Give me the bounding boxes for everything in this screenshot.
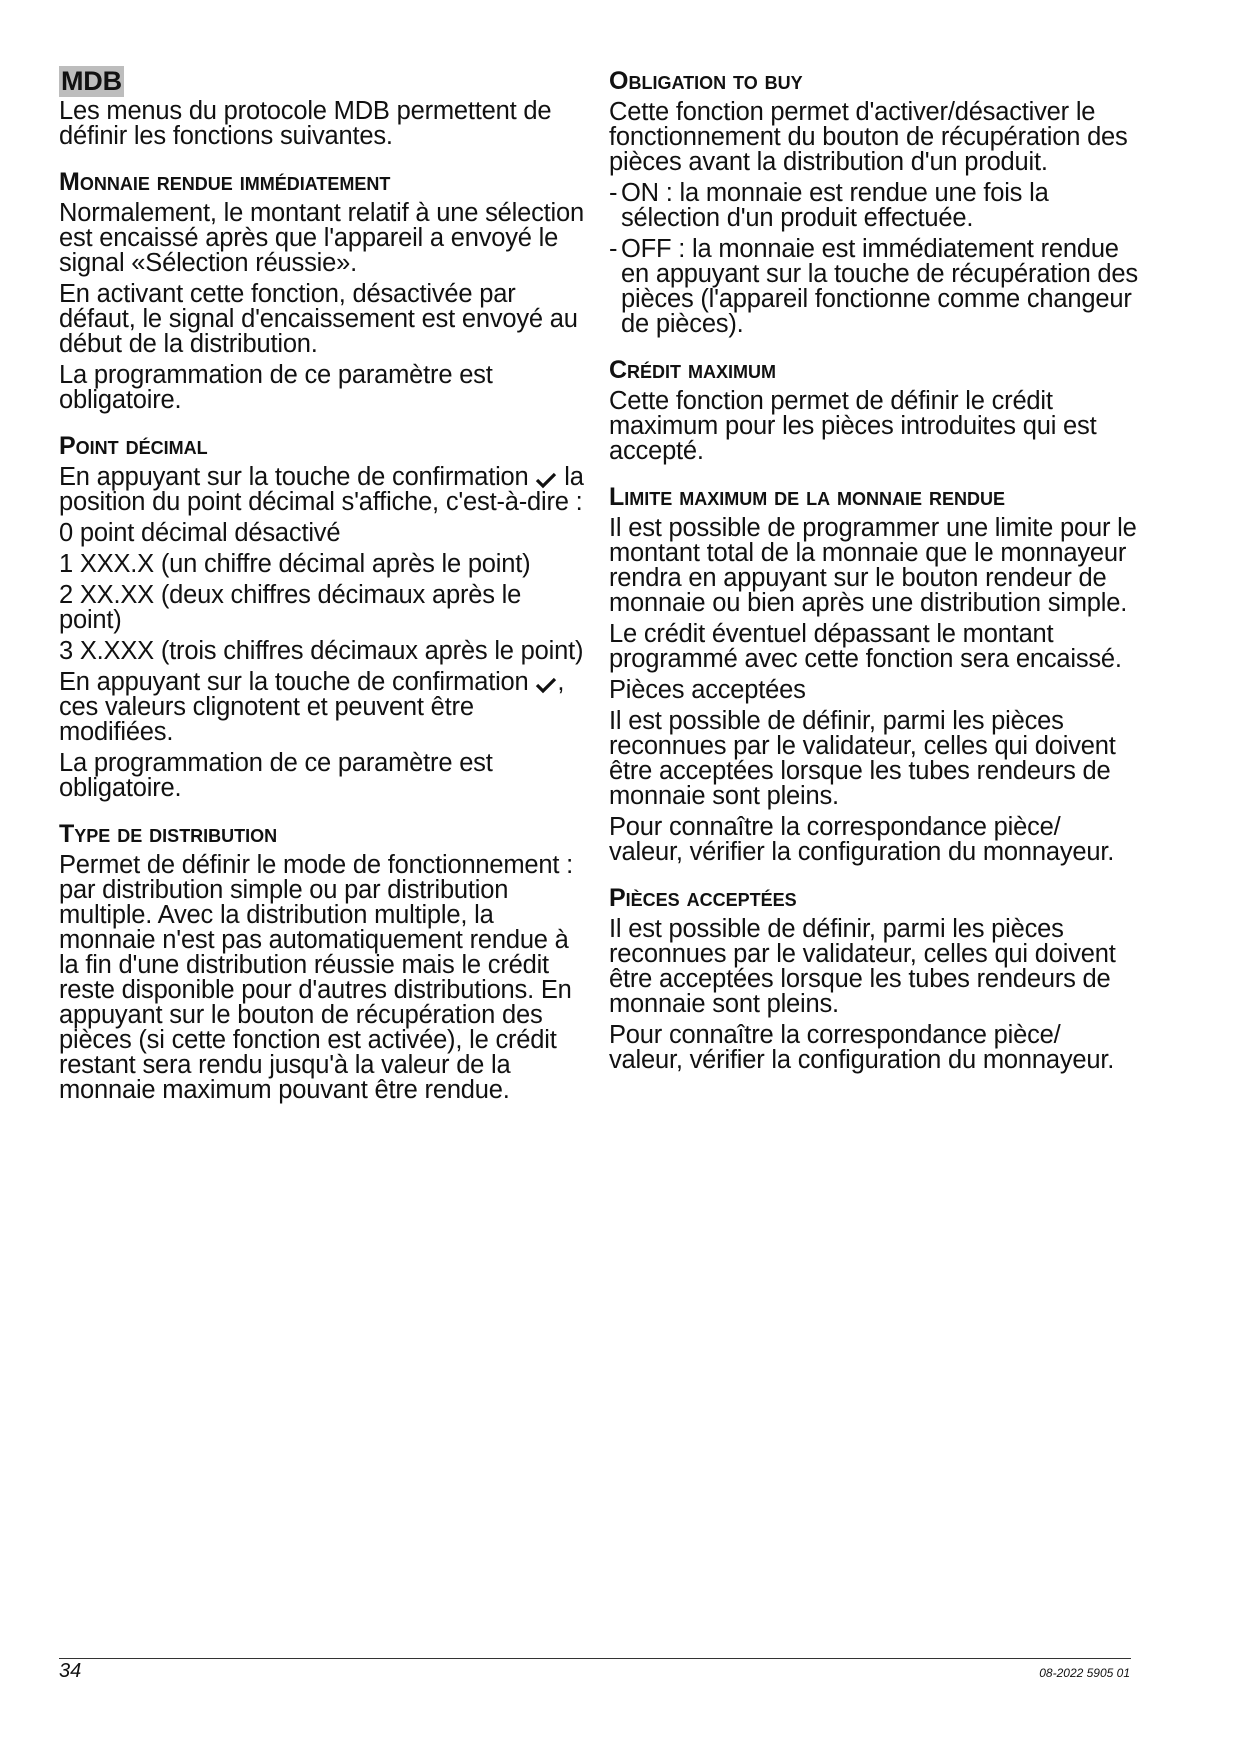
heading-type-distribution: Type de distribution	[59, 820, 278, 848]
option-2: 2 XX.XX (deux chiffres décimaux après le point)	[59, 581, 522, 634]
paragraph-confirm-2	[59, 670, 589, 745]
dash: -	[609, 179, 618, 207]
list-item-off	[609, 237, 1139, 337]
text: En appuyant sur la touche de confirmation	[59, 463, 529, 491]
document-code: 08-2022 5905 01	[1039, 1666, 1130, 1680]
paragraph: Pour connaître la correspondance pièce/ valeur, vérifier la configuration du monnayeur.	[609, 1021, 1115, 1074]
option-1: 1 XXX.X (un chiffre décimal après le point)	[59, 550, 531, 578]
text: En appuyant sur la touche de confirmation	[59, 668, 529, 696]
paragraph: Normalement, le montant relatif à une sélection est encaissé après que l'appareil a envoyé le signal «Sélection réussie».	[59, 199, 584, 277]
heading-limite-maximum: Limite maximum de la monnaie rendue	[609, 483, 1005, 511]
checkmark-icon	[535, 471, 557, 489]
footer-divider	[59, 1658, 1131, 1659]
paragraph: Cette fonction permet de définir le crédit maximum pour les pièces introduites qui est accepté.	[609, 387, 1097, 465]
list-item-on	[609, 181, 1139, 231]
heading-credit-maximum: Crédit maximum	[609, 356, 776, 384]
paragraph: Pièces acceptées	[609, 676, 806, 704]
list-item-text: ON : la monnaie est rendue une fois la sélection d'un produit effectuée.	[621, 179, 1049, 232]
paragraph: La programmation de ce paramètre est obligatoire.	[59, 749, 493, 802]
paragraph: Permet de définir le mode de fonctionnement : par distribution simple ou par distribution multiple. Avec la distribution multiple, la monnaie n'est pas automatiquement rendue à la fin d'une distribution réussie mais le crédit reste disponible pour d'autres distributions. En appuyant sur le bouton de récupération des pièces (si cette fonction est activée), le crédit restant sera rendu jusqu'à la valeur de la monnaie maximum pouvant être rendue.	[59, 851, 574, 1104]
heading-point-decimal: Point décimal	[59, 432, 208, 460]
heading-pieces-acceptees: Pièces acceptées	[609, 884, 797, 912]
paragraph: Cette fonction permet d'activer/désactiver le fonctionnement du bouton de récupération des pièces avant la distribution d'un produit.	[609, 98, 1128, 176]
heading-monnaie-rendue: Monnaie rendue immédiatement	[59, 168, 391, 196]
section-heading-mdb: MDB	[61, 66, 122, 96]
paragraph: Il est possible de définir, parmi les pièces reconnues par le validateur, celles qui doivent être acceptées lorsque les tubes rendeurs de monnaie sont pleins.	[609, 707, 1116, 810]
checkmark-icon	[535, 676, 557, 694]
text: la position du point décimal s'affiche, c'est-à-dire :	[59, 463, 584, 516]
right-column	[609, 66, 1139, 1079]
option-3: 3 X.XXX (trois chiffres décimaux après le point)	[59, 637, 584, 665]
paragraph: En activant cette fonction, désactivée par défaut, le signal d'encaissement est envoyé au début de la distribution.	[59, 280, 578, 358]
left-column	[59, 66, 589, 1109]
paragraph: Pour connaître la correspondance pièce/ valeur, vérifier la configuration du monnayeur.	[609, 813, 1115, 866]
paragraph: Il est possible de programmer une limite pour le montant total de la monnaie que le monnayeur rendra en appuyant sur le bouton rendeur de monnaie ou bien après une distribution simple.	[609, 514, 1137, 617]
paragraph: Le crédit éventuel dépassant le montant programmé avec cette fonction sera encaissé.	[609, 620, 1122, 673]
heading-obligation-to-buy: Obligation to buy	[609, 67, 803, 95]
intro-paragraph: Les menus du protocole MDB permettent de définir les fonctions suivantes.	[59, 97, 552, 150]
paragraph: Il est possible de définir, parmi les pièces reconnues par le validateur, celles qui doivent être acceptées lorsque les tubes rendeurs de monnaie sont pleins.	[609, 915, 1116, 1018]
text: , ces valeurs clignotent et peuvent être modifiées.	[59, 668, 565, 746]
option-0: 0 point décimal désactivé	[59, 519, 341, 547]
dash: -	[609, 235, 618, 263]
paragraph: La programmation de ce paramètre est obligatoire.	[59, 361, 493, 414]
page-number: 34	[59, 1660, 82, 1682]
list-item-text: OFF : la monnaie est immédiatement rendue en appuyant sur la touche de récupération des pièces (l'appareil fonctionne comme changeur de pièces).	[621, 235, 1138, 338]
paragraph-confirm-1	[59, 465, 589, 515]
